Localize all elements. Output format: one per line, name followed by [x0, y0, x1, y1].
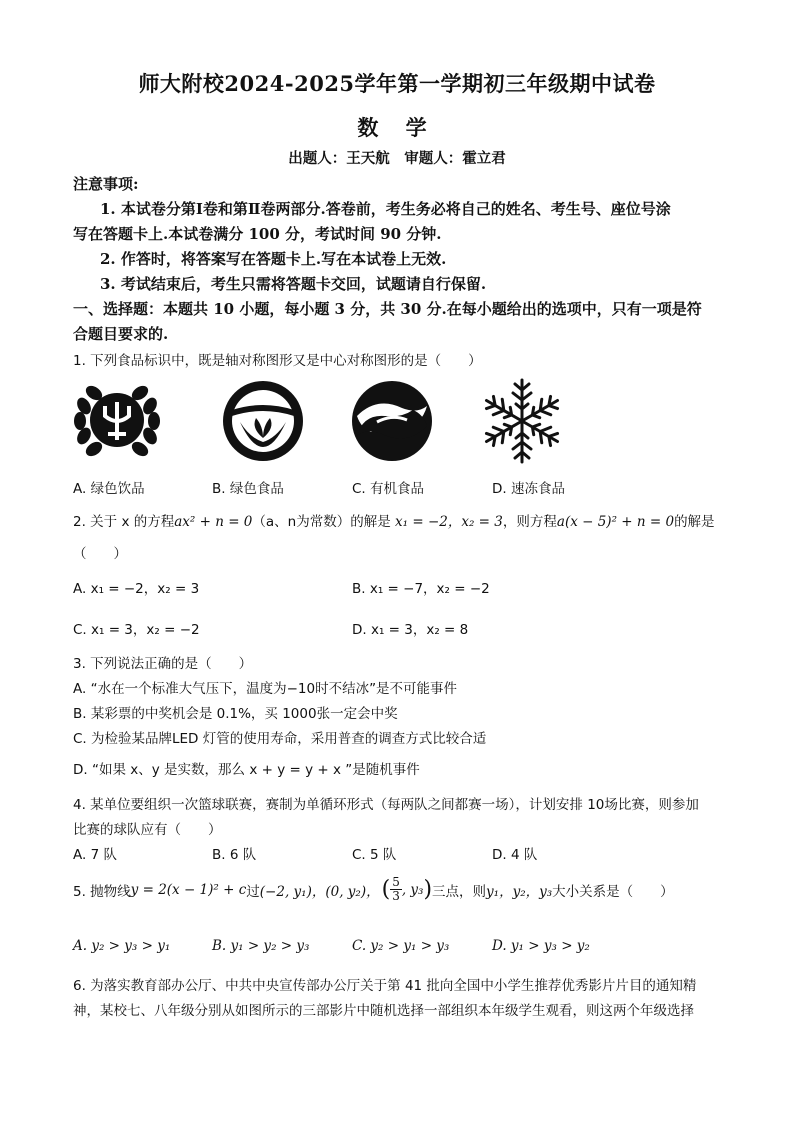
question-1-logos	[72, 376, 572, 466]
question-5-stem-a: 5. 抛物线	[73, 883, 131, 900]
question-4-line-1: 4. 某单位要组织一次篮球联赛，赛制为单循环形式（每两队之间都赛一场），计划安排 10场比赛，则参加	[73, 797, 699, 813]
question-2-option-d: D. x₁ = 3，x₂ = 8	[352, 622, 469, 638]
question-3-stem: 3. 下列说法正确的是（ ）	[73, 656, 253, 672]
question-2-paren: （ ）	[73, 546, 127, 562]
question-5-option-a-text: A. y₂ > y₃ > y₁	[73, 938, 171, 954]
question-4-option-a: A. 7 队	[73, 847, 117, 863]
question-2-stem	[73, 510, 715, 530]
fraction-numerator: 5	[392, 875, 400, 889]
question-5-equation: y = 2(x − 1)² + c	[130, 881, 247, 898]
question-5-left-paren: (	[381, 877, 391, 902]
question-5-points: (−2, y₁)，(0, y₂)，	[259, 883, 380, 900]
question-5-stem-c: 三点，则	[432, 883, 487, 900]
question-5-point3-tail: , y₃	[401, 881, 424, 898]
question-2-stem-a: 2. 关于 x 的方程	[73, 514, 175, 530]
question-5-vars: y₁，y₂，y₃	[486, 883, 553, 900]
question-5-fraction	[390, 876, 402, 903]
question-1-option-a: A. 绿色饮品	[73, 481, 145, 497]
question-5-option-c-text: C. y₂ > y₁ > y₃	[352, 938, 450, 954]
question-5-stem-d: 大小关系是（ ）	[552, 883, 674, 900]
question-2-equation-1: ax² + n = 0	[174, 514, 253, 530]
subject-title: 数 学	[357, 115, 437, 140]
exam-title: 师大附校2024-2025学年第一学期初三年级期中试卷	[138, 71, 656, 96]
notes-heading: 注意事项:	[73, 175, 139, 193]
authors-line: 出题人：王天航 审题人：霍立君	[288, 150, 506, 167]
question-5-option-c	[352, 938, 449, 954]
question-5-option-a	[73, 938, 170, 954]
question-6-line-2: 神，某校七、八年级分别从如图所示的三部影片中随机选择一部组织本年级学生观看，则这两个年级选择	[73, 1003, 694, 1019]
question-4-option-d: D. 4 队	[492, 847, 538, 863]
question-3-option-d: D. “如果 x、y 是实数，那么 x + y = y + x ”是随机事件	[73, 762, 420, 778]
question-5-option-d	[492, 938, 590, 954]
question-5-stem	[73, 876, 674, 903]
snowflake-icon	[477, 376, 567, 466]
section-1-heading-line-1: 一、选择题：本题共 10 小题，每小题 3 分，共 30 分.在每小题给出的选项中，只有一项是符	[73, 300, 702, 318]
question-5-right-paren: )	[423, 877, 433, 902]
question-5-stem-b: 过	[246, 883, 260, 900]
question-5-option-b	[212, 938, 309, 954]
question-3-option-b: B. 某彩票的中奖机会是 0.1%，买 1000张一定会中奖	[73, 706, 398, 722]
question-6-line-1: 6. 为落实教育部办公厅、中共中央宣传部办公厅关于第 41 批向全国中小学生推荐优秀影片片目的通知精	[73, 978, 697, 994]
question-2-solution-1: x₁ = −2，x₂ = 3	[395, 514, 503, 530]
question-2-option-c: C. x₁ = 3，x₂ = −2	[73, 622, 200, 638]
question-2-equation-2: a(x − 5)² + n = 0	[556, 514, 675, 530]
section-1-heading-line-2: 合题目要求的.	[73, 325, 169, 343]
question-1-stem: 1. 下列食品标识中，既是轴对称图形又是中心对称图形的是（ ）	[73, 353, 482, 369]
swirl-logo-icon	[347, 376, 437, 466]
question-3-option-a: A. “水在一个标准大气压下，温度为−10时不结冰”是不可能事件	[73, 681, 458, 697]
question-4-option-c: C. 5 队	[352, 847, 397, 863]
fraction-denominator: 3	[392, 889, 400, 903]
question-2-option-b: B. x₁ = −7，x₂ = −2	[352, 581, 490, 597]
question-1-option-c: C. 有机食品	[352, 481, 425, 497]
note-3: 3. 考试结束后，考生只需将答题卡交回，试题请自行保留.	[100, 275, 487, 293]
question-2-stem-b: （a、n为常数）的解是	[252, 514, 391, 530]
question-1-option-d: D. 速冻食品	[492, 481, 565, 497]
question-3-option-c: C. 为检验某品牌LED 灯管的使用寿命，采用普查的调查方式比较合适	[73, 731, 487, 747]
question-4-line-2: 比赛的球队应有（ ）	[73, 822, 222, 838]
leaf-circle-logo-icon	[218, 376, 308, 466]
question-5-option-b-text: B. y₁ > y₂ > y₃	[212, 938, 310, 954]
question-1-option-b: B. 绿色食品	[212, 481, 284, 497]
question-2-option-a: A. x₁ = −2，x₂ = 3	[73, 581, 200, 597]
question-5-option-d-text: D. y₁ > y₃ > y₂	[492, 938, 590, 954]
question-4-option-b: B. 6 队	[212, 847, 257, 863]
note-1-line-1: 1. 本试卷分第Ⅰ卷和第Ⅱ卷两部分.答卷前，考生务必将自己的姓名、考生号、座位号涂	[100, 200, 671, 218]
question-2-stem-c: ，则方程	[502, 514, 557, 530]
note-2: 2. 作答时，将答案写在答题卡上.写在本试卷上无效.	[100, 250, 447, 268]
question-2-stem-d: 的解是	[674, 514, 715, 530]
note-1-line-2: 写在答题卡上.本试卷满分 100 分，考试时间 90 分钟.	[73, 225, 442, 243]
wreath-logo-icon	[72, 376, 162, 466]
